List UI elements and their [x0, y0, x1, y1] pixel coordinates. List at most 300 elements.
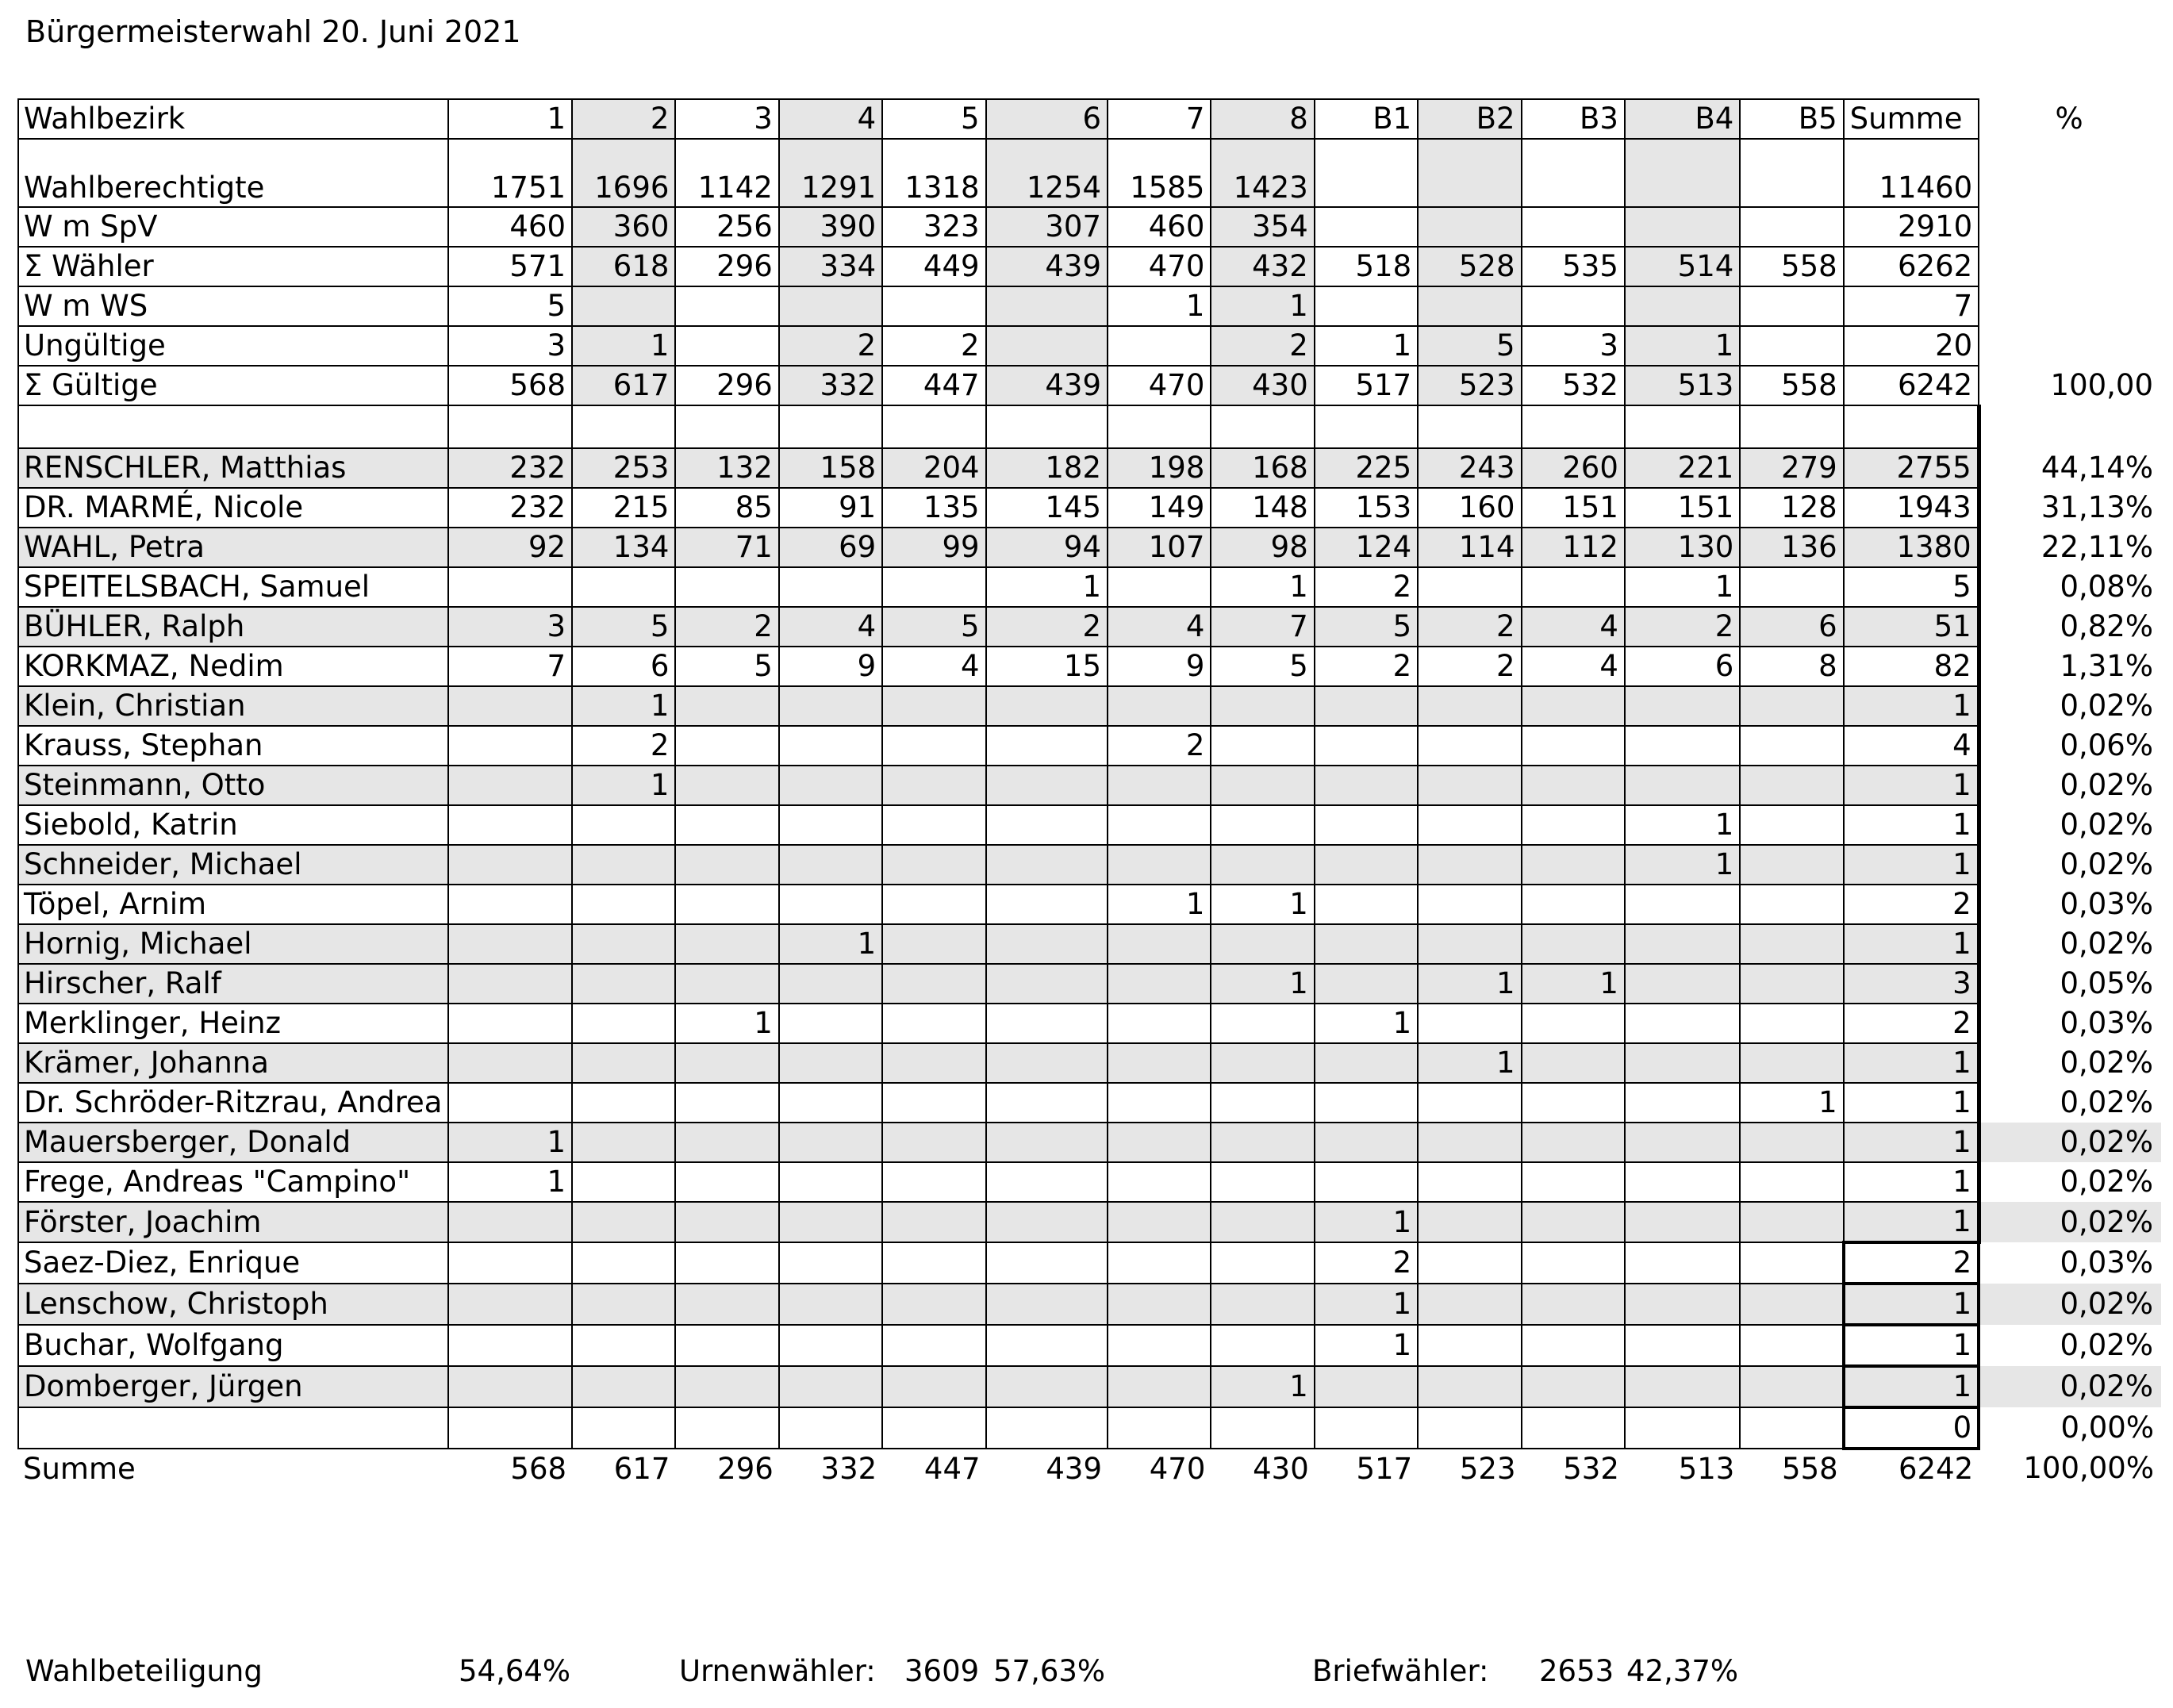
candidate-cell [1740, 766, 1843, 805]
candidate-cell: 1 [1844, 1325, 1979, 1366]
stats-cell: 323 [882, 207, 985, 247]
candidate-cell: 4 [882, 647, 985, 686]
candidate-pct: 0,02% [1979, 1123, 2162, 1162]
candidate-cell [779, 1004, 882, 1043]
candidate-cell [986, 1325, 1108, 1366]
stats-label: Wahlberechtigte [18, 139, 448, 207]
candidate-cell [1108, 1043, 1211, 1083]
stats-cell: 1423 [1211, 139, 1314, 207]
candidate-cell [779, 805, 882, 845]
stats-cell: 296 [675, 366, 778, 405]
candidate-cell: 1 [1844, 845, 1979, 885]
candidate-cell [675, 726, 778, 766]
stats-pct [1979, 247, 2162, 286]
stats-cell: 558 [1740, 366, 1843, 405]
stats-cell: 513 [1625, 366, 1740, 405]
candidate-cell [986, 1284, 1108, 1325]
candidate-cell: 2 [986, 607, 1108, 647]
candidate-cell [1315, 924, 1418, 964]
candidate-cell [675, 1043, 778, 1083]
candidate-cell [448, 924, 572, 964]
stats-cell: 360 [572, 207, 675, 247]
candidate-name [18, 1407, 448, 1449]
candidate-cell [1625, 1407, 1740, 1449]
candidate-cell [986, 964, 1108, 1004]
candidate-cell [1315, 1407, 1418, 1449]
candidate-cell [1740, 686, 1843, 726]
candidate-row [18, 1123, 2162, 1162]
stats-cell: 523 [1418, 366, 1521, 405]
candidate-cell [1211, 1407, 1314, 1449]
candidate-cell [1740, 964, 1843, 1004]
candidate-cell [882, 1162, 985, 1202]
separator-cell [882, 405, 985, 448]
stats-cell: 2 [779, 326, 882, 366]
header-column: B5 [1740, 99, 1843, 139]
candidate-cell: 5 [1844, 567, 1979, 607]
candidate-cell: 9 [1108, 647, 1211, 686]
candidate-cell [882, 845, 985, 885]
candidate-cell [1625, 1043, 1740, 1083]
candidate-cell [882, 1083, 985, 1123]
sum-cell: 517 [1356, 1451, 1413, 1486]
mail-voters-pct: 42,37% [1626, 1654, 1739, 1688]
candidate-cell [882, 1202, 985, 1242]
candidate-cell [1211, 686, 1314, 726]
stats-cell: 2910 [1844, 207, 1979, 247]
candidate-cell [675, 805, 778, 845]
sum-label: Summe [23, 1451, 136, 1486]
stats-cell: 7 [1844, 286, 1979, 326]
stats-cell: 528 [1418, 247, 1521, 286]
candidate-cell: 1 [779, 924, 882, 964]
candidate-cell [1418, 1004, 1521, 1043]
candidate-cell [986, 766, 1108, 805]
candidate-cell: 243 [1418, 448, 1521, 488]
candidate-cell [779, 1366, 882, 1407]
candidate-cell [1522, 1123, 1625, 1162]
candidate-pct: 0,02% [2060, 1046, 2153, 1080]
candidate-cell [572, 1284, 675, 1325]
stats-cell [1625, 286, 1740, 326]
stats-cell: 460 [1108, 207, 1211, 247]
candidate-cell [1211, 1123, 1314, 1162]
stats-cell: 354 [1211, 207, 1314, 247]
table-header-row [18, 99, 2162, 139]
candidate-pct: 0,02% [1979, 1366, 2162, 1407]
candidate-cell [1740, 1043, 1843, 1083]
candidate-cell: 2755 [1844, 448, 1979, 488]
stats-cell: 535 [1522, 247, 1625, 286]
candidate-cell: 215 [572, 488, 675, 528]
candidate-cell [1740, 726, 1843, 766]
header-column: 5 [882, 99, 985, 139]
candidate-cell: 1 [1211, 885, 1314, 924]
stats-cell: 532 [1522, 366, 1625, 405]
candidate-cell [1108, 1004, 1211, 1043]
candidate-cell [1740, 1407, 1843, 1449]
candidate-cell: 3 [1844, 964, 1979, 1004]
stats-cell: 558 [1740, 247, 1843, 286]
candidate-cell [1625, 1162, 1740, 1202]
candidate-name: Frege, Andreas "Campino" [18, 1162, 448, 1202]
candidate-cell [882, 766, 985, 805]
candidate-row [18, 1004, 2162, 1043]
candidate-name: Töpel, Arnim [18, 885, 448, 924]
candidate-cell [1522, 1004, 1625, 1043]
candidate-cell [572, 1202, 675, 1242]
stats-cell: 1 [572, 326, 675, 366]
candidate-cell [1740, 1123, 1843, 1162]
results-sheet [17, 98, 2163, 1488]
candidate-cell [986, 1004, 1108, 1043]
candidate-cell: 2 [1844, 1004, 1979, 1043]
candidate-cell [572, 805, 675, 845]
stats-cell: 1291 [779, 139, 882, 207]
candidate-cell [779, 686, 882, 726]
candidate-cell: 7 [448, 647, 572, 686]
candidate-cell [882, 1284, 985, 1325]
stats-cell [1625, 139, 1740, 207]
candidate-cell [1522, 567, 1625, 607]
candidate-cell: 5 [1315, 607, 1418, 647]
candidate-cell [572, 1083, 675, 1123]
candidate-cell [448, 726, 572, 766]
candidate-cell [1625, 1242, 1740, 1284]
candidate-cell: 1 [448, 1162, 572, 1202]
stats-cell [986, 286, 1108, 326]
candidate-cell: 1 [1211, 964, 1314, 1004]
candidate-cell: 5 [572, 607, 675, 647]
candidate-pct: 0,06% [2060, 728, 2153, 762]
candidate-cell: 4 [1522, 607, 1625, 647]
candidate-cell [1211, 1325, 1314, 1366]
candidate-cell [448, 964, 572, 1004]
candidate-cell [779, 1202, 882, 1242]
stats-pct [1979, 326, 2162, 366]
candidate-cell: 1 [1844, 1284, 1979, 1325]
candidate-row [18, 1202, 2162, 1242]
stats-label: Σ Wähler [18, 247, 448, 286]
stats-cell: 618 [572, 247, 675, 286]
candidate-cell [1740, 1162, 1843, 1202]
candidate-cell: 51 [1844, 607, 1979, 647]
stats-cell: 439 [986, 366, 1108, 405]
candidate-cell [675, 885, 778, 924]
candidate-cell [675, 1202, 778, 1242]
candidate-cell [1108, 924, 1211, 964]
candidate-cell [882, 1366, 985, 1407]
stats-cell: 430 [1211, 366, 1314, 405]
candidate-cell [1740, 885, 1843, 924]
header-column: 3 [675, 99, 778, 139]
candidate-cell [882, 567, 985, 607]
candidate-cell: 9 [779, 647, 882, 686]
candidate-name: Förster, Joachim [18, 1202, 448, 1242]
candidate-cell [448, 1325, 572, 1366]
candidate-cell: 1 [1625, 567, 1740, 607]
stats-cell: 1585 [1108, 139, 1211, 207]
header-column: 1 [448, 99, 572, 139]
candidate-name: RENSCHLER, Matthias [18, 448, 448, 488]
candidate-cell: 2 [1418, 647, 1521, 686]
candidate-cell [1418, 1123, 1521, 1162]
participation-value: 54,64% [459, 1654, 571, 1688]
candidate-cell [1315, 766, 1418, 805]
candidate-cell: 1 [1740, 1083, 1843, 1123]
candidate-cell: 15 [986, 647, 1108, 686]
stats-cell [1418, 139, 1521, 207]
header-column: Summe [1844, 99, 1979, 139]
candidate-cell [1740, 805, 1843, 845]
candidate-cell [675, 1325, 778, 1366]
candidate-pct: 0,00% [2060, 1411, 2154, 1445]
candidate-name: Buchar, Wolfgang [18, 1325, 448, 1366]
stats-label: Ungültige [18, 326, 448, 366]
candidate-cell: 5 [675, 647, 778, 686]
candidate-cell: 91 [779, 488, 882, 528]
candidate-cell [882, 885, 985, 924]
stats-cell [1315, 139, 1418, 207]
candidate-cell [1108, 1123, 1211, 1162]
candidate-name: SPEITELSBACH, Samuel [18, 567, 448, 607]
header-column: 4 [779, 99, 882, 139]
candidate-cell [1522, 1284, 1625, 1325]
candidate-cell [1522, 1083, 1625, 1123]
candidate-cell [1315, 1123, 1418, 1162]
candidate-cell [1740, 1366, 1843, 1407]
separator-cell [1315, 405, 1418, 448]
stats-cell: 3 [448, 326, 572, 366]
candidate-name: Saez-Diez, Enrique [18, 1242, 448, 1284]
candidate-name: Krämer, Johanna [18, 1043, 448, 1083]
stats-cell [572, 286, 675, 326]
candidate-cell: 221 [1625, 448, 1740, 488]
candidate-name: WAHL, Petra [18, 528, 448, 567]
candidate-pct: 0,02% [2060, 927, 2153, 961]
stats-cell: 6262 [1844, 247, 1979, 286]
candidate-name: DR. MARMÉ, Nicole [18, 488, 448, 528]
candidate-cell [1522, 766, 1625, 805]
candidate-cell: 1 [1211, 567, 1314, 607]
candidate-cell: 2 [1315, 567, 1418, 607]
candidate-cell: 4 [1522, 647, 1625, 686]
candidate-cell [675, 964, 778, 1004]
sum-cell: 447 [923, 1451, 981, 1486]
candidate-cell [1418, 845, 1521, 885]
header-pct: % [2055, 102, 2083, 136]
candidate-cell [1315, 1366, 1418, 1407]
stats-label: W m WS [18, 286, 448, 326]
sum-cell: 513 [1678, 1451, 1735, 1486]
candidate-cell [882, 686, 985, 726]
candidate-pct: 0,03% [2060, 1006, 2153, 1040]
stats-pct: 100,00 [2050, 368, 2153, 402]
candidate-cell [1740, 845, 1843, 885]
stats-cell [1740, 139, 1843, 207]
candidate-cell [1625, 1004, 1740, 1043]
candidate-cell [675, 766, 778, 805]
separator-cell [1522, 405, 1625, 448]
candidate-cell [448, 1284, 572, 1325]
candidate-cell: 1 [1844, 1123, 1979, 1162]
candidate-row [18, 1162, 2162, 1202]
stats-cell: 439 [986, 247, 1108, 286]
candidate-cell [572, 885, 675, 924]
candidate-cell: 2 [1625, 607, 1740, 647]
candidate-cell [1108, 1202, 1211, 1242]
candidate-cell [779, 964, 882, 1004]
candidate-cell: 2 [1844, 1242, 1979, 1284]
candidate-pct: 0,02% [2060, 768, 2153, 802]
separator-cell [1418, 405, 1521, 448]
candidate-cell [675, 567, 778, 607]
mail-voters-count: 2653 [1539, 1654, 1614, 1688]
candidate-cell: 158 [779, 448, 882, 488]
sum-cell: 470 [1149, 1451, 1206, 1486]
stats-cell [1740, 207, 1843, 247]
candidate-cell: 1 [1844, 686, 1979, 726]
candidate-cell [1211, 1004, 1314, 1043]
candidate-cell: 0 [1844, 1407, 1979, 1449]
separator-cell [572, 405, 675, 448]
candidate-cell: 1 [572, 686, 675, 726]
candidate-cell [779, 1123, 882, 1162]
candidate-cell: 2 [1844, 885, 1979, 924]
candidate-cell [1522, 885, 1625, 924]
candidate-cell: 107 [1108, 528, 1211, 567]
candidate-cell [675, 1083, 778, 1123]
candidate-pct: 22,11% [2041, 530, 2153, 564]
candidate-cell [1418, 1202, 1521, 1242]
candidate-row [18, 1043, 2162, 1083]
candidate-row [18, 567, 2162, 607]
sum-pct: 100,00% [2023, 1451, 2154, 1485]
candidate-cell [882, 1325, 985, 1366]
candidate-cell: 232 [448, 488, 572, 528]
candidate-cell [675, 1162, 778, 1202]
candidate-cell [1522, 1202, 1625, 1242]
candidate-cell [986, 1083, 1108, 1123]
candidate-cell [1522, 924, 1625, 964]
candidate-cell [986, 1407, 1108, 1449]
candidate-cell: 4 [1108, 607, 1211, 647]
candidate-cell [1522, 1242, 1625, 1284]
candidate-cell [1211, 726, 1314, 766]
stats-cell: 1318 [882, 139, 985, 207]
candidate-cell: 149 [1108, 488, 1211, 528]
candidate-cell [448, 1083, 572, 1123]
candidate-cell [779, 766, 882, 805]
candidate-cell: 1 [1418, 964, 1521, 1004]
separator-cell [986, 405, 1108, 448]
candidate-cell [986, 1242, 1108, 1284]
candidate-cell: 182 [986, 448, 1108, 488]
candidate-cell [572, 1162, 675, 1202]
candidate-row [18, 1366, 2162, 1407]
stats-cell: 1 [1108, 286, 1211, 326]
separator-cell [448, 405, 572, 448]
candidate-pct: 44,14% [2041, 451, 2153, 485]
candidate-cell: 6 [1625, 647, 1740, 686]
candidate-cell: 1 [1418, 1043, 1521, 1083]
candidate-row [18, 488, 2162, 528]
candidate-row [18, 607, 2162, 647]
candidate-cell [572, 1407, 675, 1449]
stats-row [18, 286, 2162, 326]
candidate-cell [882, 1407, 985, 1449]
stats-cell: 1254 [986, 139, 1108, 207]
header-column: 2 [572, 99, 675, 139]
document-title: Bürgermeisterwahl 20. Juni 2021 [25, 14, 521, 49]
candidate-cell [675, 1123, 778, 1162]
candidate-row [18, 1083, 2162, 1123]
candidate-cell: 204 [882, 448, 985, 488]
candidate-pct: 0,02% [1979, 1202, 2162, 1242]
separator-cell [1844, 405, 1979, 448]
candidate-name: Domberger, Jürgen [18, 1366, 448, 1407]
sum-cell: 568 [510, 1451, 567, 1486]
stats-cell: 11460 [1844, 139, 1979, 207]
candidate-cell: 1 [572, 766, 675, 805]
stats-cell: 449 [882, 247, 985, 286]
candidate-cell [986, 885, 1108, 924]
candidate-cell [448, 845, 572, 885]
candidate-row [18, 964, 2162, 1004]
candidate-cell: 1 [675, 1004, 778, 1043]
stats-cell: 617 [572, 366, 675, 405]
candidate-cell: 160 [1418, 488, 1521, 528]
candidate-row [18, 766, 2162, 805]
candidate-cell [1740, 1242, 1843, 1284]
candidate-cell: 1 [1108, 885, 1211, 924]
stats-pct [1979, 139, 2162, 207]
stats-cell [675, 286, 778, 326]
stats-cell: 470 [1108, 366, 1211, 405]
stats-cell [1315, 207, 1418, 247]
candidate-cell [1740, 1004, 1843, 1043]
candidate-cell: 151 [1522, 488, 1625, 528]
candidate-cell: 1 [1211, 1366, 1314, 1407]
candidate-cell: 1 [1844, 1366, 1979, 1407]
candidate-cell: 1 [1522, 964, 1625, 1004]
candidate-cell [882, 964, 985, 1004]
candidate-cell [1522, 1366, 1625, 1407]
candidate-row [18, 924, 2162, 964]
candidate-cell [986, 805, 1108, 845]
candidate-cell [1108, 805, 1211, 845]
candidate-cell: 5 [1211, 647, 1314, 686]
candidate-cell: 7 [1211, 607, 1314, 647]
candidate-pct: 0,08% [2060, 570, 2153, 604]
candidate-cell [1108, 845, 1211, 885]
candidate-cell [779, 845, 882, 885]
candidate-cell [779, 1325, 882, 1366]
separator-pct [1979, 405, 2162, 448]
header-column: 7 [1108, 99, 1211, 139]
candidate-row [18, 805, 2162, 845]
candidate-cell: 1 [1315, 1325, 1418, 1366]
candidate-name: KORKMAZ, Nedim [18, 647, 448, 686]
mail-voters-label: Briefwähler: [1312, 1654, 1489, 1688]
stats-row [18, 207, 2162, 247]
candidate-cell [1315, 1162, 1418, 1202]
stats-cell [1522, 207, 1625, 247]
candidate-cell [779, 885, 882, 924]
candidate-cell: 260 [1522, 448, 1625, 488]
candidate-cell [675, 924, 778, 964]
candidate-cell: 6 [1740, 607, 1843, 647]
